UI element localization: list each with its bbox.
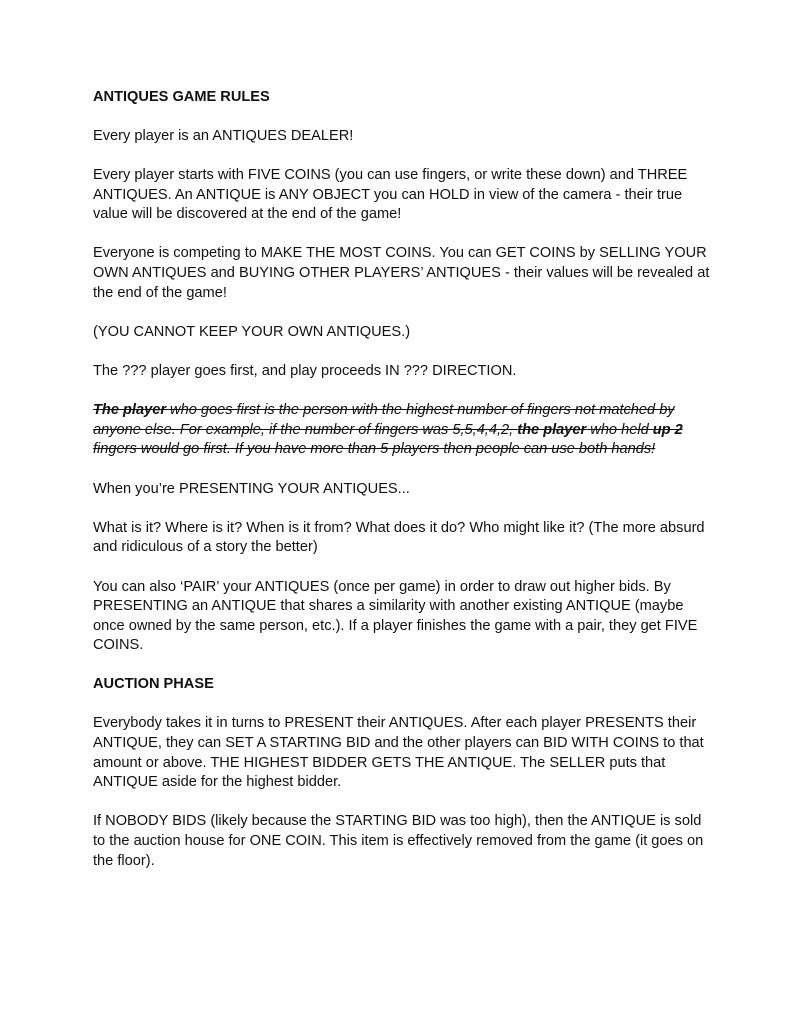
document-title: ANTIQUES GAME RULES — [93, 89, 270, 105]
struck-bold-the-player-1: The player — [93, 401, 166, 418]
struck-turn-order-paragraph — [93, 401, 713, 460]
struck-text-1: who goes first is the person with the highest number of fingers not matched by anyone else. For example, if the number of fingers was 5,5,4,4,2, — [93, 401, 675, 438]
presenting-intro-paragraph: When you’re PRESENTING YOUR ANTIQUES... — [93, 480, 410, 497]
struck-bold-up-2: up 2 — [652, 421, 683, 438]
struck-bold-the-player-2: the player — [517, 421, 587, 438]
no-bids-paragraph: If NOBODY BIDS (likely because the STARTING BID was too high), then the ANTIQUE is sold to the auction house for ONE COIN. This item is effectively removed from the game (it goes on the floor). — [93, 813, 704, 869]
pairing-paragraph: You can also ‘PAIR’ your ANTIQUES (once per game) in order to draw out higher bids. By PRESENTING an ANTIQUE that shares a similarity with another existing ANTIQUE (maybe once owned by the same person, etc.). If a player finishes the game with a pair, they get FIVE COINS. — [93, 578, 698, 654]
intro-paragraph: Every player is an ANTIQUES DEALER! — [93, 128, 354, 145]
starting-resources-paragraph: Every player starts with FIVE COINS (you can use fingers, or write these down) and THREE ANTIQUES. An ANTIQUE is ANY OBJECT you can HOLD in view of the camera - their true value will be discovered at the end of the game! — [93, 167, 688, 223]
auction-phase-heading: AUCTION PHASE — [93, 676, 214, 693]
struck-text-2: who held — [586, 421, 653, 438]
document-page — [93, 88, 713, 871]
turn-order-paragraph: The ??? player goes first, and play proceeds IN ??? DIRECTION. — [93, 362, 517, 379]
keep-rule-paragraph: (YOU CANNOT KEEP YOUR OWN ANTIQUES.) — [93, 323, 411, 340]
objective-paragraph: Everyone is competing to MAKE THE MOST COINS. You can GET COINS by SELLING YOUR OWN ANTIQUES and BUYING OTHER PLAYERS’ ANTIQUES - their values will be revealed at the end of the game! — [93, 245, 710, 301]
presenting-questions-paragraph: What is it? Where is it? When is it from? What does it do? Who might like it? (The more absurd and ridiculous of a story the better) — [93, 519, 705, 556]
auction-paragraph: Everybody takes it in turns to PRESENT their ANTIQUES. After each player PRESENTS their ANTIQUE, they can SET A STARTING BID and the other players can BID WITH COINS to that amount or above. THE HIGHEST BIDDER GETS THE ANTIQUE. The SELLER puts that ANTIQUE aside for the highest bidder. — [93, 715, 704, 791]
struck-text-3: fingers would go first. If you have more than 5 players then people can use both hands! — [93, 441, 656, 458]
